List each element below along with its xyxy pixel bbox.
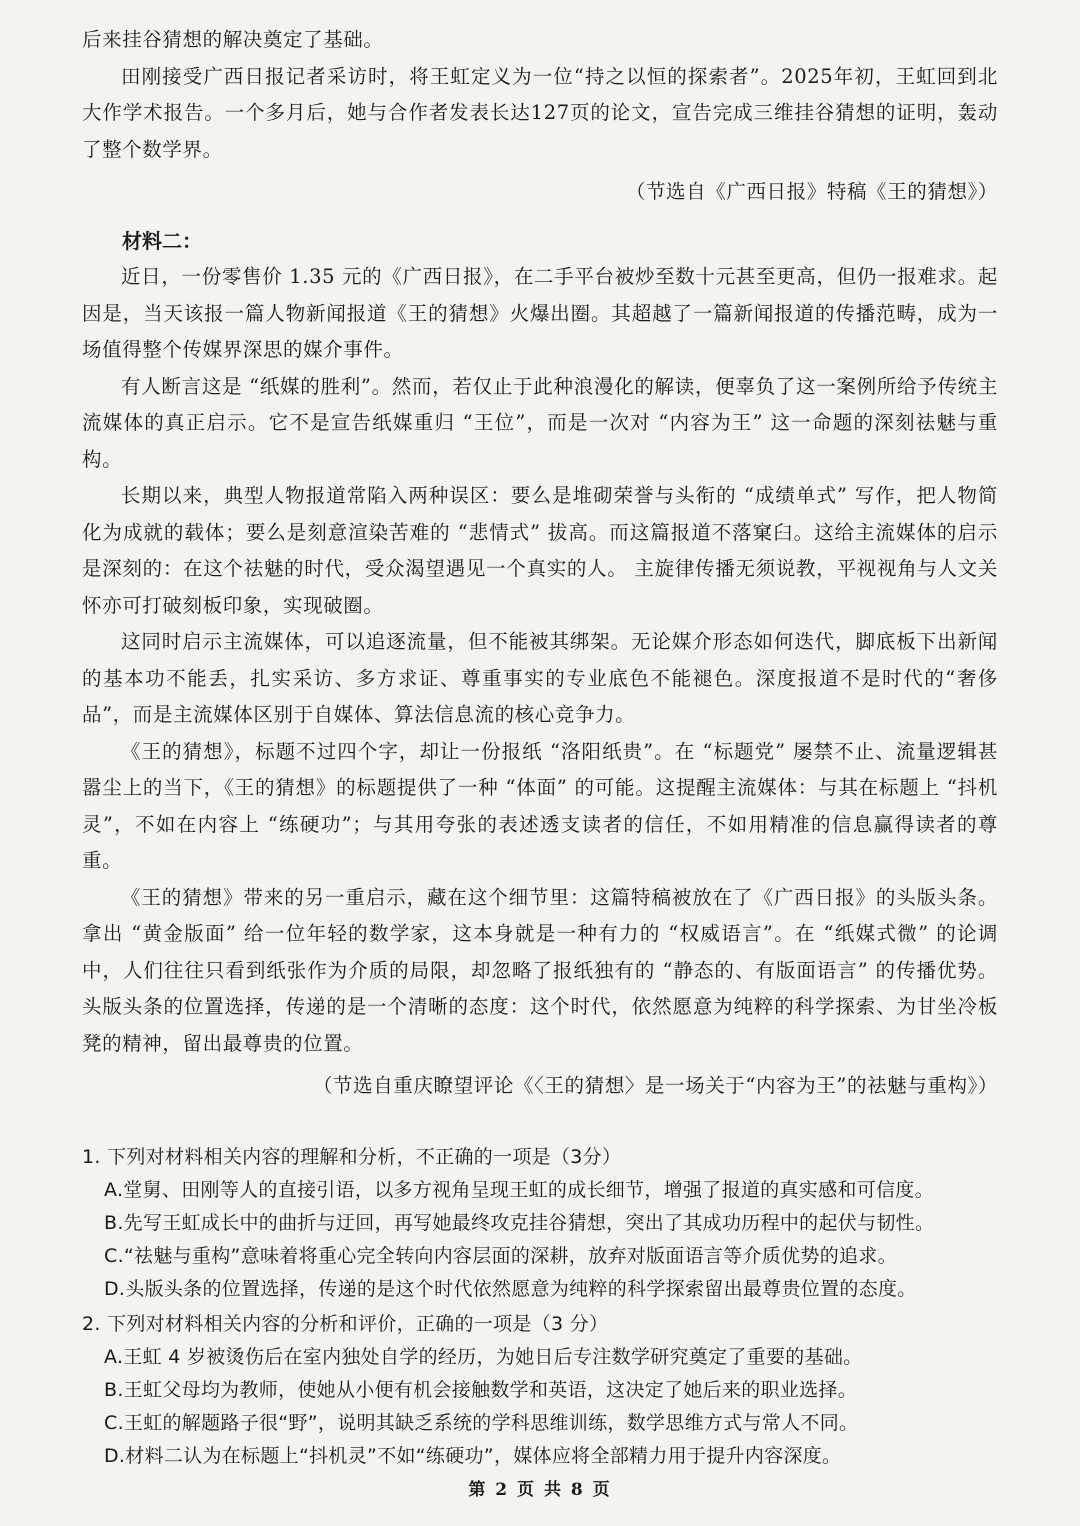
question-1 xyxy=(82,1141,998,1306)
question-stem: 2. 下列对材料相关内容的分析和评价，正确的一项是（3 分） xyxy=(82,1312,609,1335)
option-d: D.材料二认为在标题上“抖机灵”不如“练硬功”，媒体应将全部精力用于提升内容深度。 xyxy=(104,1444,842,1467)
question-2 xyxy=(82,1308,998,1473)
section-gap xyxy=(82,1105,998,1141)
paragraph-continuation: 后来挂谷猜想的解决奠定了基础。 xyxy=(82,28,384,51)
paragraph-tiangang-interview: 田刚接受广西日报记者采访时，将王虹定义为一位“持之以恒的探索者”。2025年初，王虹回到北大作学术报告。一个多月后，她与合作者发表长达127页的论文，宣告完成三维挂谷猜想的证明，轰动了整个数学界。 xyxy=(82,64,998,161)
material-two-heading: 材料二： xyxy=(122,228,202,253)
material-two-paragraph: 长期以来，典型人物报道常陷入两种误区：要么是堆砌荣誉与头衔的 “成绩单式” 写作，把人物简化为成就的载体；要么是刻意渲染苦难的 “悲情式” 拔高。而这篇报道不落窠臼。这给主流媒体的启示是深刻的：在这个祛魅的时代，受众渴望遇见一个真实的人。 主旋律传播无须说教，平视视角与人文关怀亦可打破刻板印象，实现破圈。 xyxy=(82,484,998,617)
option-b: B.先写王虹成长中的曲折与迂回，再写她最终攻克挂谷猜想，突出了其成功历程中的起伏与韧性。 xyxy=(104,1211,935,1234)
question-stem: 1. 下列对材料相关内容的理解和分析，不正确的一项是（3分） xyxy=(82,1145,622,1168)
material-two-paragraph: 有人断言这是 “纸媒的胜利”。然而，若仅止于此种浪漫化的解读，便辜负了这一案例所给予传统主流媒体的真正启示。它不是宣告纸媒重归 “王位”，而是一次对 “内容为王” 这一命题的深刻祛魅与重构。 xyxy=(82,374,998,471)
option-c: C.王虹的解题路子很“野”，说明其缺乏系统的学科思维训练，数学思维方式与常人不同。 xyxy=(104,1411,859,1434)
material-two-paragraph: 这同时启示主流媒体，可以追逐流量，但不能被其绑架。无论媒介形态如何迭代，脚底板下出新闻的基本功不能丢，扎实采访、多方求证、尊重事实的专业底色不能褪色。深度报道不是时代的“奢侈品”，而是主流媒体区别于自媒体、算法信息流的核心竞争力。 xyxy=(82,630,998,726)
material-two-source: （节选自重庆瞭望评论《〈王的猜想〉是一场关于“内容为王”的祛魅与重构》） xyxy=(312,1074,998,1097)
material-one-source: （节选自《广西日报》特稿《王的猜想》） xyxy=(625,180,998,203)
option-c: C.“祛魅与重构”意味着将重心完全转向内容层面的深耕，放弃对版面语言等介质优势的追求。 xyxy=(104,1244,897,1267)
option-d: D.头版头条的位置选择，传递的是这个时代依然愿意为纯粹的科学探索留出最尊贵位置的态度。 xyxy=(104,1277,917,1300)
option-a: A.堂舅、田刚等人的直接引语，以多方视角呈现王虹的成长细节，增强了报道的真实感和可信度。 xyxy=(104,1178,934,1201)
material-two-paragraph: 近日，一份零售价 1.35 元的《广西日报》，在二手平台被炒至数十元甚至更高，但仍一报难求。起因是，当天该报一篇人物新闻报道《王的猜想》火爆出圈。其超越了一篇新闻报道的传播范畴，成为一场值得整个传媒界深思的媒介事件。 xyxy=(82,265,998,361)
material-two-paragraph: 《王的猜想》带来的另一重启示，藏在这个细节里：这篇特稿被放在了《广西日报》的头版头条。拿出 “黄金版面” 给一位年轻的数学家，这本身就是一种有力的 “权威语言”。在 “纸媒式微” 的论调中，人们往往只看到纸张作为介质的局限，却忽略了报纸独有的 “静态的、有版面语言” 的传播优势。头版头条的位置选择，传递的是一个清晰的态度：这个时代，依然愿意为纯粹的科学探索、为甘坐冷板凳的精神，留出最尊贵的位置。 xyxy=(82,885,998,1055)
material-two-paragraph: 《王的猜想》，标题不过四个字，却让一份报纸 “洛阳纸贵”。在 “标题党” 屡禁不止、流量逻辑甚嚣尘上的当下，《王的猜想》的标题提供了一种 “体面” 的可能。这提醒主流媒体：与其在标题上 “抖机灵”，不如在内容上 “练硬功”；与其用夸张的表述透支读者的信任，不如用精准的信息赢得读者的尊重。 xyxy=(82,739,998,872)
option-b: B.王虹父母均为教师，使她从小便有机会接触数学和英语，这决定了她后来的职业选择。 xyxy=(104,1378,858,1401)
page-footer: 第 2 页 共 8 页 xyxy=(468,1480,612,1500)
option-a: A.王虹 4 岁被烫伤后在室内独处自学的经历，为她日后专注数学研究奠定了重要的基础。 xyxy=(104,1345,863,1368)
